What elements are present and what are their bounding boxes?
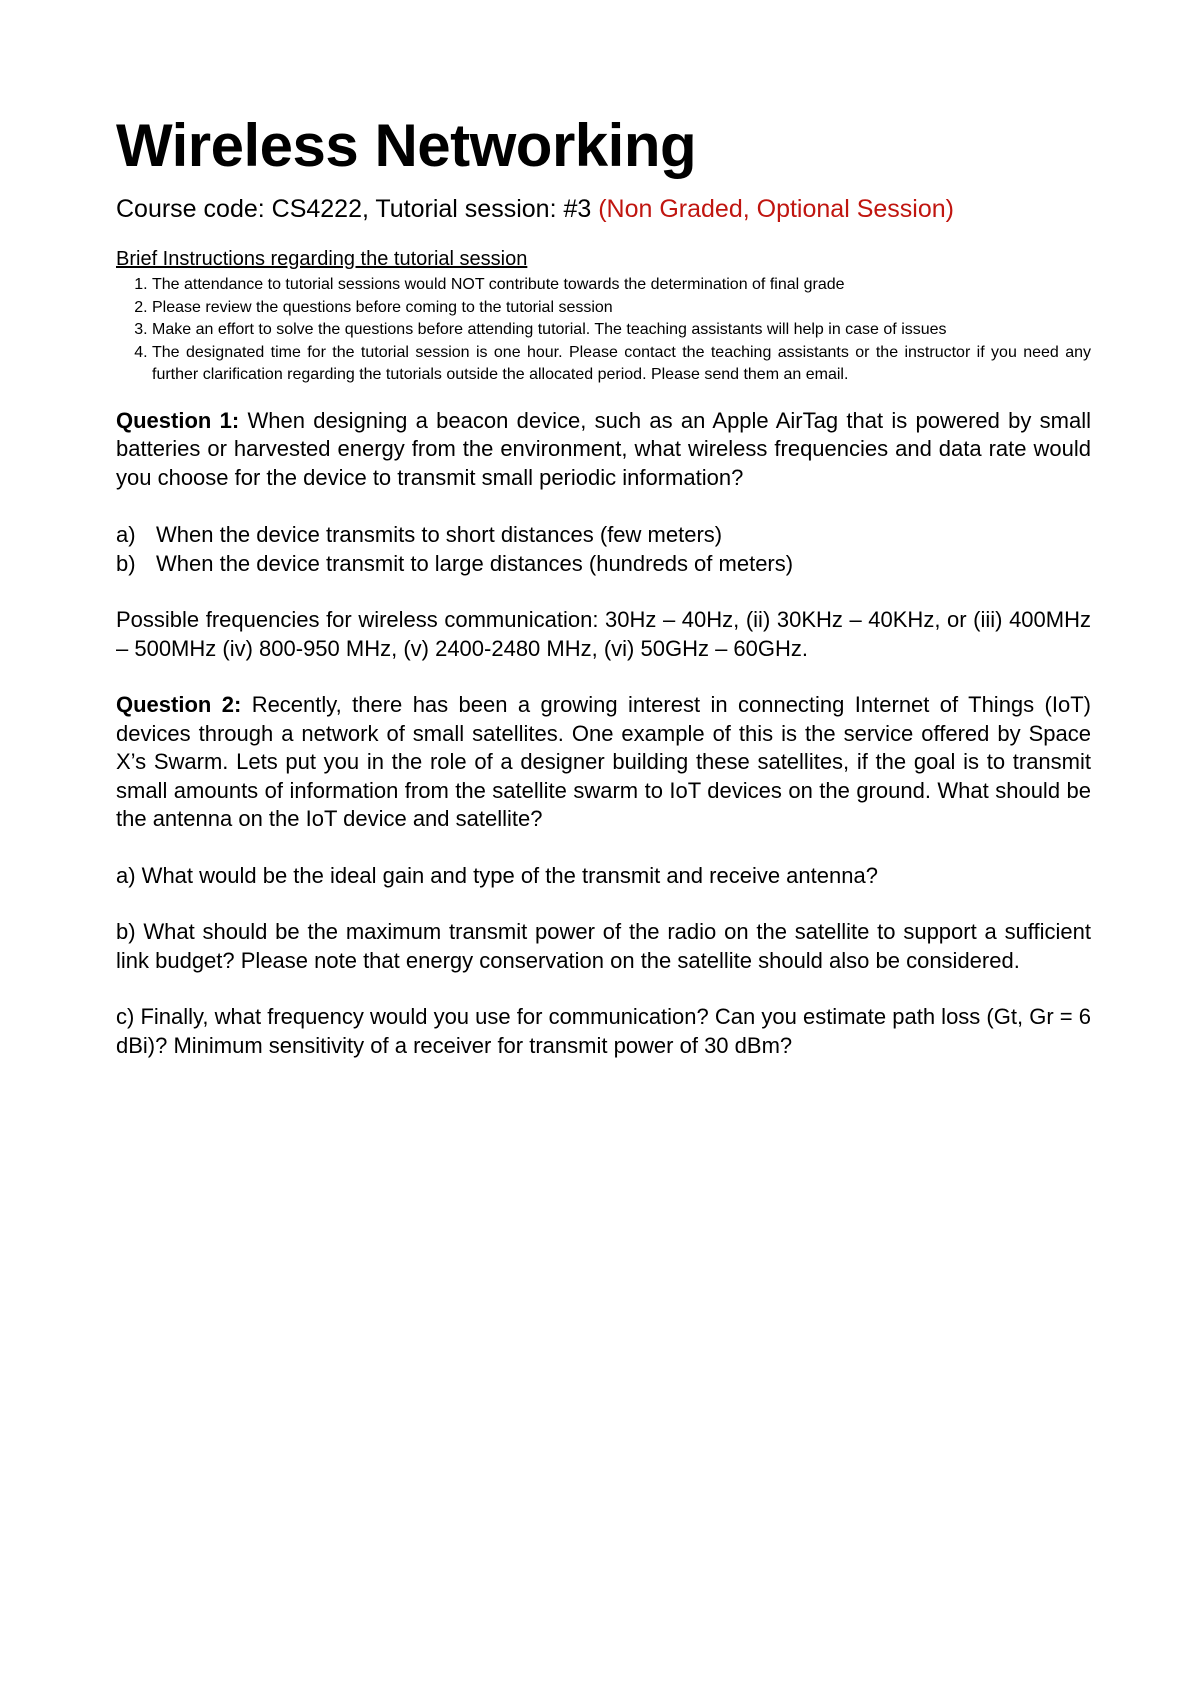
session-note: (Non Graded, Optional Session) — [598, 195, 954, 223]
page-title: Wireless Networking — [116, 112, 697, 179]
question-1-text: When designing a beacon device, such as an Apple AirTag that is powered by small batteries or harvested energy from the environment, what wireless frequencies and data rate would you choose for the device to transmit small periodic information? — [116, 407, 1092, 490]
course-code-text: Course code: CS4222, Tutorial session: #3 — [116, 195, 599, 223]
instruction-item: 3. Make an effort to solve the questions before attending tutorial. The teaching assistants will help in case of issues — [152, 319, 1091, 342]
instructions-heading: Brief Instructions regarding the tutorial session — [116, 248, 528, 270]
question-2-text: Recently, there has been a growing interest in connecting Internet of Things (IoT) devices through a network of small satellites. One example of this is the service offered by Space X’s Swarm. Lets put you in the role of a designer building these satellites, if the goal is to transmit small amounts of information from the satellite swarm to IoT devices on the ground. What should be the antenna on the IoT device and satellite? — [116, 692, 1091, 831]
question-1 — [116, 407, 1091, 493]
course-subtitle — [116, 192, 1091, 226]
part-label: b) — [116, 551, 136, 576]
instruction-item: 4. The designated time for the tutorial session is one hour. Please contact the teaching assistants or the instructor if you need any further clarification regarding the tutorials outside the allocated period. Please send them an email. — [152, 342, 1091, 387]
question-2-part-a: a) What would be the ideal gain and type of the transmit and receive antenna? — [116, 862, 878, 888]
question-1-label: Question 1: — [116, 407, 240, 433]
question-1-part-a — [116, 520, 1091, 549]
instructions-list — [116, 274, 1091, 387]
frequency-options: Possible frequencies for wireless communication: 30Hz – 40Hz, (ii) 30KHz – 40KHz, or (iii) 400MHz – 500MHz (iv) 800-950 MHz, (v) 2400-2480 MHz, (vi) 50GHz – 60GHz. — [116, 607, 1091, 661]
part-text: When the device transmit to large distances (hundreds of meters) — [156, 551, 794, 576]
part-text: When the device transmits to short distances (few meters) — [156, 522, 723, 547]
instruction-item: 1. The attendance to tutorial sessions would NOT contribute towards the determination of final grade — [152, 274, 1091, 297]
part-label: a) — [116, 522, 136, 547]
question-1-part-b — [116, 549, 1091, 578]
question-2-part-c: c) Finally, what frequency would you use for communication? Can you estimate path loss (Gt, Gr = 6 dBi)? Minimum sensitivity of a receiver for transmit power of 30 dBm? — [116, 1004, 1091, 1058]
question-2 — [116, 691, 1091, 834]
instruction-item: 2. Please review the questions before coming to the tutorial session — [152, 297, 1091, 320]
question-2-label: Question 2: — [116, 692, 242, 717]
question-2-part-b: b) What should be the maximum transmit power of the radio on the satellite to support a sufficient link budget? Please note that energy conservation on the satellite should also be considered. — [116, 919, 1091, 973]
document-page — [116, 110, 1091, 1060]
